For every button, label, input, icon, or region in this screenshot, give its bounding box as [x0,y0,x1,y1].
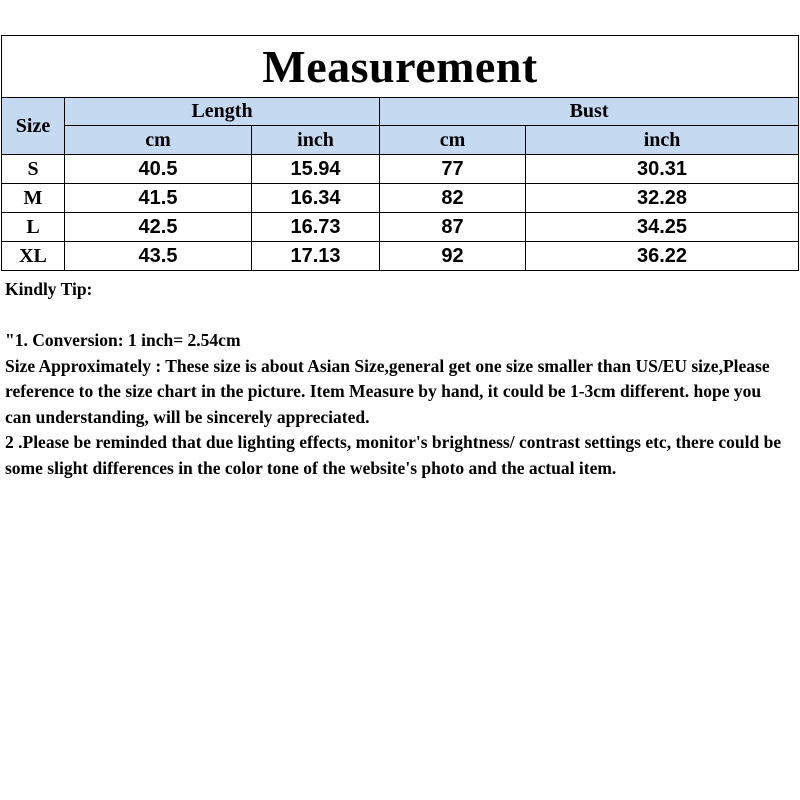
table-row [2,213,799,242]
bust-inch-header: inch [526,126,799,155]
length-cm-cell: 43.5 [65,242,252,271]
lighting-note: 2 .Please be reminded that due lighting effects, monitor's brightness/ contrast settings etc, there could be some slight differences in the color tone of the website's photo and the actual item. [5,432,782,478]
table-row [2,155,799,184]
bust-inch-cell: 36.22 [526,242,799,271]
length-cm-header: cm [65,126,252,155]
title-row [2,36,799,98]
bust-group-header: Bust [380,98,799,126]
bust-inch-cell: 32.28 [526,184,799,213]
bust-cm-cell: 77 [380,155,526,184]
bust-inch-cell: 30.31 [526,155,799,184]
bust-cm-cell: 92 [380,242,526,271]
notes-section [5,277,790,481]
size-label: XL [2,242,65,271]
bust-inch-cell: 34.25 [526,213,799,242]
length-cm-cell: 41.5 [65,184,252,213]
bust-cm-cell: 87 [380,213,526,242]
unit-header-row [2,126,799,155]
size-label: S [2,155,65,184]
bust-cm-header: cm [380,126,526,155]
size-column-header: Size [2,98,65,155]
length-inch-cell: 17.13 [252,242,380,271]
group-header-row [2,98,799,126]
size-label: M [2,184,65,213]
bust-cm-cell: 82 [380,184,526,213]
length-inch-cell: 16.73 [252,213,380,242]
table-title: Measurement [2,36,799,98]
conversion-note: "1. Conversion: 1 inch= 2.54cm [5,330,241,350]
length-cm-cell: 40.5 [65,155,252,184]
length-cm-cell: 42.5 [65,213,252,242]
size-chart-table [1,35,799,271]
size-note: Size Approximately : These size is about Asian Size,general get one size smaller than US/EU size,Please reference to the size chart in the picture. Item Measure by hand, it could be 1-3cm different. hope you can understanding, will be sincerely appreciated. [5,355,770,427]
table-row [2,184,799,213]
spacer [5,303,790,329]
length-inch-cell: 16.34 [252,184,380,213]
table-row [2,242,799,271]
length-inch-cell: 15.94 [252,155,380,184]
tip-heading: Kindly Tip: [5,279,93,299]
length-inch-header: inch [252,126,380,155]
length-group-header: Length [65,98,380,126]
size-label: L [2,213,65,242]
